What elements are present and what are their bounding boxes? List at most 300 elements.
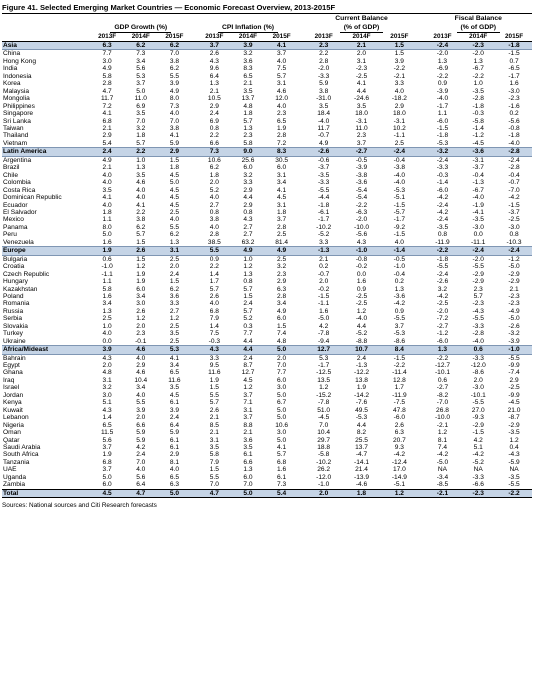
table-row bbox=[2, 255, 532, 263]
country-name: Nigeria bbox=[3, 421, 24, 429]
value-cell: 1.5 bbox=[380, 42, 418, 50]
value-cell: 7.3 bbox=[136, 50, 146, 58]
value-cell: 1.3 bbox=[243, 124, 253, 132]
value-cell: NA bbox=[509, 466, 519, 474]
value-cell: 2.5 bbox=[169, 255, 179, 263]
value-cell: -2.4 bbox=[508, 156, 520, 164]
value-cell: -4.7 bbox=[355, 451, 368, 459]
value-cell: 4.3 bbox=[209, 57, 219, 65]
value-cell: 1.8 bbox=[169, 164, 179, 172]
value-cell: 5.5 bbox=[169, 223, 179, 231]
value-cell: 4.5 bbox=[169, 171, 179, 179]
value-cell: 0.8 bbox=[243, 278, 253, 286]
value-cell: 1.0 bbox=[243, 255, 253, 263]
table-row bbox=[2, 384, 532, 391]
value-cell: 2.0 bbox=[319, 278, 329, 286]
table-row bbox=[2, 338, 532, 346]
value-cell: 7.9 bbox=[209, 458, 219, 466]
value-cell: 0.6 bbox=[102, 255, 112, 263]
value-cell: 10.4 bbox=[317, 429, 331, 437]
table-row bbox=[2, 308, 532, 315]
value-cell: 1.2 bbox=[380, 489, 418, 497]
country-name: Zambia bbox=[3, 481, 25, 489]
value-cell: -1.4 bbox=[472, 124, 484, 132]
value-cell: 6.0 bbox=[136, 285, 146, 293]
value-cell: -2.7 bbox=[436, 322, 449, 330]
value-cell: 7.0 bbox=[277, 362, 287, 370]
value-cell: 6.9 bbox=[136, 102, 146, 110]
value-cell: 1.5 bbox=[169, 278, 179, 286]
value-cell: 2.8 bbox=[277, 132, 287, 140]
value-cell: -1.5 bbox=[393, 201, 406, 209]
value-cell: 13.5 bbox=[317, 376, 331, 384]
value-cell: -7.4 bbox=[508, 369, 520, 377]
value-cell: 5.5 bbox=[209, 473, 219, 481]
value-cell: 4.4 bbox=[356, 87, 367, 95]
header-row-sub bbox=[2, 14, 532, 24]
value-cell: 5.7 bbox=[243, 117, 253, 125]
value-cell: 4.0 bbox=[102, 330, 112, 338]
value-cell: -1.5 bbox=[393, 354, 406, 362]
value-cell: 1.8 bbox=[243, 110, 253, 118]
value-cell: 4.8 bbox=[243, 102, 253, 110]
country-name: Colombia bbox=[3, 179, 31, 187]
value-cell: -0.5 bbox=[355, 156, 368, 164]
value-cell: -9.9 bbox=[508, 391, 520, 399]
value-cell: -2.9 bbox=[472, 421, 484, 429]
country-name: Hungary bbox=[3, 278, 28, 286]
value-cell: -5.2 bbox=[355, 330, 368, 338]
value-cell: 4.8 bbox=[102, 369, 112, 377]
value-cell: -9.4 bbox=[317, 337, 330, 345]
value-cell: 1.5 bbox=[277, 322, 287, 330]
country-name: Asia bbox=[2, 42, 90, 50]
table-row bbox=[2, 293, 532, 300]
country-name: Serbia bbox=[3, 315, 23, 323]
value-cell: -0.3 bbox=[208, 337, 221, 345]
value-cell: -2.2 bbox=[472, 72, 484, 80]
value-cell: 10.6 bbox=[207, 156, 221, 164]
value-cell: -5.0 bbox=[436, 458, 449, 466]
value-cell: 4.3 bbox=[243, 216, 253, 224]
value-cell: -0.1 bbox=[135, 337, 147, 345]
country-name: Lebanon bbox=[3, 414, 29, 422]
value-cell: 5.9 bbox=[136, 436, 146, 444]
value-cell: 0.9 bbox=[394, 307, 404, 315]
value-cell: -5.8 bbox=[472, 117, 484, 125]
value-cell: 6.4 bbox=[136, 481, 146, 489]
value-cell: 1.9 bbox=[277, 124, 287, 132]
value-cell: -0.3 bbox=[436, 171, 449, 179]
value-cell: -2.0 bbox=[317, 65, 330, 73]
value-cell: 1.5 bbox=[136, 238, 146, 246]
value-cell: 3.7 bbox=[243, 414, 253, 422]
value-cell: -2.3 bbox=[508, 292, 520, 300]
value-cell: 6.4 bbox=[169, 421, 179, 429]
table-row bbox=[2, 140, 532, 148]
country-name: China bbox=[3, 50, 21, 58]
value-cell: 4.6 bbox=[277, 87, 287, 95]
value-cell: 1.7 bbox=[394, 384, 404, 392]
table-row bbox=[2, 80, 532, 87]
country-name: Mongolia bbox=[3, 95, 30, 103]
value-cell: 2.1 bbox=[102, 164, 112, 172]
value-cell: -24.6 bbox=[354, 95, 370, 103]
country-name: Israel bbox=[3, 384, 20, 392]
table-row bbox=[2, 65, 532, 72]
value-cell: -3.8 bbox=[355, 171, 368, 179]
value-cell: 3.8 bbox=[136, 216, 146, 224]
table-row bbox=[2, 187, 532, 194]
table-row bbox=[2, 399, 532, 406]
country-name: Bahrain bbox=[3, 354, 26, 362]
value-cell: 2.3 bbox=[243, 132, 253, 140]
value-cell: -5.0 bbox=[508, 263, 520, 271]
value-cell: -11.9 bbox=[435, 238, 450, 246]
value-cell: 3.2 bbox=[277, 263, 287, 271]
value-cell: 2.9 bbox=[102, 132, 112, 140]
value-cell: 5.8 bbox=[102, 72, 112, 80]
value-cell: 8.1 bbox=[437, 436, 448, 444]
value-cell: 3.3 bbox=[394, 80, 404, 88]
value-cell: -2.0 bbox=[472, 50, 484, 58]
value-cell: -3.6 bbox=[355, 179, 368, 187]
value-cell: 5.7 bbox=[243, 307, 253, 315]
value-cell: 3.8 bbox=[169, 124, 179, 132]
value-cell: 4.0 bbox=[136, 354, 146, 362]
value-cell: -5.5 bbox=[393, 315, 406, 323]
value-cell: 6.8 bbox=[102, 458, 112, 466]
value-cell: 2.1 bbox=[243, 80, 253, 88]
value-cell: -3.0 bbox=[508, 223, 520, 231]
value-cell: 1.2 bbox=[509, 436, 519, 444]
value-cell: 0.8 bbox=[509, 231, 519, 239]
value-cell: 3.1 bbox=[209, 436, 219, 444]
value-cell: 7.0 bbox=[169, 117, 179, 125]
value-cell: 1.2 bbox=[136, 315, 146, 323]
value-cell: 3.8 bbox=[319, 87, 329, 95]
table-row bbox=[2, 239, 532, 247]
value-cell: 3.5 bbox=[169, 384, 179, 392]
country-name: Russia bbox=[3, 307, 24, 315]
table-row bbox=[2, 369, 532, 376]
table-row bbox=[2, 422, 532, 429]
table-row bbox=[2, 278, 532, 285]
value-cell: -5.4 bbox=[355, 194, 368, 202]
value-cell: -4.0 bbox=[472, 337, 484, 345]
value-cell: -1.5 bbox=[508, 50, 520, 58]
value-cell: 4.5 bbox=[243, 376, 253, 384]
table-row bbox=[2, 209, 532, 216]
value-cell: 1.9 bbox=[136, 278, 146, 286]
value-cell: 1.9 bbox=[136, 270, 146, 278]
year-header: 2015F bbox=[158, 33, 192, 42]
value-cell: 6.0 bbox=[277, 376, 287, 384]
value-cell: 3.0 bbox=[277, 384, 287, 392]
year-header: 2013F bbox=[90, 33, 124, 42]
country-name: UAE bbox=[3, 466, 17, 474]
value-cell: 2.8 bbox=[102, 80, 112, 88]
value-cell: -9.9 bbox=[508, 362, 520, 370]
value-cell: -1.5 bbox=[393, 231, 406, 239]
value-cell: 6.8 bbox=[102, 117, 112, 125]
country-name: Taiwan bbox=[3, 124, 24, 132]
value-cell: -2.6 bbox=[436, 278, 449, 286]
value-cell: -2.4 bbox=[460, 247, 496, 255]
value-cell: -4.5 bbox=[472, 139, 484, 147]
value-cell: -0.7 bbox=[508, 179, 520, 187]
value-cell: 2.5 bbox=[169, 337, 179, 345]
value-cell: 7.3 bbox=[198, 148, 232, 156]
value-cell: -5.3 bbox=[393, 330, 406, 338]
year-header: 2015F bbox=[265, 33, 299, 42]
value-cell: 63.2 bbox=[241, 238, 255, 246]
value-cell: -4.2 bbox=[393, 451, 406, 459]
value-cell: -1.1 bbox=[393, 132, 406, 140]
table-row bbox=[2, 58, 532, 65]
value-cell: 8.5 bbox=[209, 421, 219, 429]
value-cell: 2.8 bbox=[277, 292, 287, 300]
value-cell: 7.7 bbox=[277, 369, 287, 377]
value-cell: -2.2 bbox=[436, 354, 449, 362]
country-name: Poland bbox=[3, 292, 24, 300]
value-cell: -10.0 bbox=[354, 223, 370, 231]
value-cell: 4.1 bbox=[277, 444, 287, 452]
value-cell: 12.7 bbox=[241, 369, 255, 377]
country-name: Africa/Mideast bbox=[2, 346, 90, 354]
value-cell: -4.6 bbox=[355, 481, 368, 489]
value-cell: -14.1 bbox=[354, 458, 370, 466]
value-cell: 4.9 bbox=[102, 156, 112, 164]
country-name: Croatia bbox=[3, 263, 25, 271]
value-cell: -10.2 bbox=[316, 223, 332, 231]
value-cell: -2.0 bbox=[436, 307, 449, 315]
value-cell: -1.8 bbox=[496, 42, 532, 50]
value-cell: -13.9 bbox=[354, 473, 370, 481]
region-row bbox=[2, 148, 532, 156]
value-cell: -3.8 bbox=[393, 164, 406, 172]
value-cell: 4.2 bbox=[136, 444, 146, 452]
table-row bbox=[2, 481, 532, 489]
value-cell: 5.8 bbox=[102, 285, 112, 293]
country-name: Malaysia bbox=[3, 87, 30, 95]
value-cell: 1.7 bbox=[209, 278, 219, 286]
value-cell: 1.4 bbox=[209, 270, 219, 278]
value-cell: -2.8 bbox=[508, 164, 520, 172]
value-cell: -2.2 bbox=[425, 247, 461, 255]
value-cell: -1.8 bbox=[317, 201, 330, 209]
value-cell: -2.9 bbox=[508, 421, 520, 429]
value-cell: 5.4 bbox=[102, 139, 112, 147]
value-cell: 2.6 bbox=[209, 50, 219, 58]
value-cell: 0.8 bbox=[437, 231, 448, 239]
value-cell: 2.4 bbox=[356, 354, 367, 362]
value-cell: 1.5 bbox=[209, 384, 219, 392]
value-cell: 4.2 bbox=[319, 322, 329, 330]
value-cell: -8.6 bbox=[472, 369, 484, 377]
value-cell: 2.4 bbox=[209, 110, 219, 118]
value-cell: 3.4 bbox=[277, 300, 287, 308]
value-cell: 3.7 bbox=[243, 391, 253, 399]
country-name: Kazakhstan bbox=[3, 285, 38, 293]
value-cell: -5.3 bbox=[355, 414, 368, 422]
value-cell: -2.5 bbox=[508, 384, 520, 392]
value-cell: 25.5 bbox=[355, 436, 368, 444]
value-cell: 6.9 bbox=[209, 117, 219, 125]
value-cell: 4.0 bbox=[169, 466, 179, 474]
value-cell: -4.4 bbox=[317, 194, 330, 202]
figure-title: Figure 41. Selected Emerging Market Countries — Economic Forecast Overview, 2013-2015F bbox=[2, 3, 336, 12]
value-cell: 5.0 bbox=[277, 391, 287, 399]
value-cell: 2.2 bbox=[209, 263, 219, 271]
value-cell: 1.9 bbox=[356, 384, 367, 392]
value-cell: 5.9 bbox=[136, 429, 146, 437]
value-cell: -3.5 bbox=[317, 171, 330, 179]
value-cell: 7.4 bbox=[277, 330, 287, 338]
value-cell: 4.1 bbox=[265, 42, 299, 50]
gdp-growth-header: GDP Growth (%) bbox=[110, 23, 171, 33]
value-cell: -3.0 bbox=[472, 223, 484, 231]
value-cell: 4.3 bbox=[102, 406, 112, 414]
value-cell: 8.8 bbox=[243, 421, 253, 429]
value-cell: -3.2 bbox=[508, 330, 520, 338]
value-cell: 0.3 bbox=[243, 322, 253, 330]
value-cell: 0.2 bbox=[394, 278, 404, 286]
value-cell: 1.8 bbox=[209, 171, 219, 179]
table-row bbox=[2, 300, 532, 307]
fiscal-balance-header: Fiscal Balance bbox=[454, 15, 502, 22]
table-row bbox=[2, 466, 532, 473]
value-cell: -2.7 bbox=[343, 148, 381, 156]
value-cell: 2.7 bbox=[243, 223, 253, 231]
value-cell: 2.1 bbox=[209, 429, 219, 437]
value-cell: 5.2 bbox=[243, 315, 253, 323]
table-row bbox=[2, 263, 532, 270]
value-cell: 1.9 bbox=[90, 247, 124, 255]
value-cell: 1.6 bbox=[102, 238, 112, 246]
value-cell: 5.5 bbox=[198, 247, 232, 255]
value-cell: 6.5 bbox=[102, 421, 112, 429]
value-cell: -10.2 bbox=[316, 458, 332, 466]
value-cell: 4.9 bbox=[102, 65, 112, 73]
value-cell: 1.3 bbox=[437, 57, 448, 65]
value-cell: 1.9 bbox=[209, 376, 219, 384]
value-cell: 7.0 bbox=[136, 117, 146, 125]
value-cell: 1.5 bbox=[243, 292, 253, 300]
value-cell: 4.0 bbox=[277, 57, 287, 65]
value-cell: 30.5 bbox=[275, 156, 289, 164]
value-cell: 1.2 bbox=[136, 263, 146, 271]
value-cell: 1.5 bbox=[136, 255, 146, 263]
value-cell: 2.3 bbox=[356, 132, 367, 140]
value-cell: 2.3 bbox=[473, 285, 483, 293]
table-row bbox=[2, 437, 532, 444]
value-cell: 3.1 bbox=[158, 247, 192, 255]
value-cell: 3.9 bbox=[231, 42, 265, 50]
value-cell: -12.5 bbox=[316, 369, 332, 377]
value-cell: 8.1 bbox=[169, 458, 179, 466]
value-cell: -1.5 bbox=[317, 292, 330, 300]
value-cell: 6.8 bbox=[277, 458, 287, 466]
value-cell: -0.7 bbox=[317, 270, 330, 278]
value-cell: 4.1 bbox=[102, 110, 112, 118]
value-cell: 5.3 bbox=[158, 346, 192, 354]
value-cell: -2.5 bbox=[436, 300, 449, 308]
value-cell: 5.0 bbox=[277, 436, 287, 444]
year-header: 2015F bbox=[496, 33, 532, 42]
country-name: Total bbox=[2, 489, 90, 497]
value-cell: 6.5 bbox=[277, 117, 287, 125]
value-cell: 9.5 bbox=[209, 362, 219, 370]
table-row bbox=[2, 315, 532, 322]
value-cell: 12.0 bbox=[275, 95, 289, 103]
value-cell: 3.3 bbox=[209, 354, 219, 362]
value-cell: -12.4 bbox=[391, 458, 407, 466]
country-name: Saudi Arabia bbox=[3, 444, 41, 452]
value-cell: 4.4 bbox=[243, 194, 253, 202]
value-cell: -2.4 bbox=[436, 270, 449, 278]
value-cell: 4.4 bbox=[231, 346, 265, 354]
value-cell: 3.7 bbox=[198, 42, 232, 50]
value-cell: 21.0 bbox=[507, 406, 521, 414]
value-cell: 21.4 bbox=[355, 466, 368, 474]
value-cell: 3.0 bbox=[102, 57, 112, 65]
value-cell: 2.9 bbox=[394, 102, 404, 110]
value-cell: 9.3 bbox=[394, 444, 404, 452]
value-cell: -2.2 bbox=[355, 201, 368, 209]
table-row bbox=[2, 202, 532, 209]
value-cell: 3.0 bbox=[136, 300, 146, 308]
country-name: Ukraine bbox=[3, 337, 26, 345]
value-cell: 12.8 bbox=[392, 376, 406, 384]
value-cell: 5.7 bbox=[136, 231, 146, 239]
value-cell: -1.7 bbox=[508, 72, 520, 80]
value-cell: 12.7 bbox=[305, 346, 343, 354]
value-cell: -1.3 bbox=[305, 247, 343, 255]
value-cell: 5.5 bbox=[169, 72, 179, 80]
country-name: Turkey bbox=[3, 330, 23, 338]
value-cell: 6.0 bbox=[243, 473, 253, 481]
value-cell: -1.7 bbox=[317, 216, 330, 224]
value-cell: 17.0 bbox=[392, 466, 406, 474]
value-cell: 2.2 bbox=[209, 132, 219, 140]
value-cell: 6.2 bbox=[124, 42, 158, 50]
value-cell: -14.9 bbox=[391, 473, 407, 481]
value-cell: 2.9 bbox=[277, 278, 287, 286]
table-row bbox=[2, 95, 532, 102]
value-cell: 7.5 bbox=[277, 65, 287, 73]
value-cell: 1.6 bbox=[277, 466, 287, 474]
value-cell: 1.1 bbox=[102, 278, 112, 286]
value-cell: 7.2 bbox=[102, 102, 112, 110]
value-cell: 4.3 bbox=[102, 354, 112, 362]
value-cell: -3.6 bbox=[393, 292, 406, 300]
value-cell: 5.9 bbox=[319, 80, 329, 88]
value-cell: 0.4 bbox=[509, 444, 519, 452]
value-cell: -2.9 bbox=[508, 278, 520, 286]
value-cell: -6.0 bbox=[393, 414, 406, 422]
table-row bbox=[2, 73, 532, 80]
value-cell: -3.1 bbox=[393, 117, 406, 125]
value-cell: 4.5 bbox=[169, 186, 179, 194]
table-row bbox=[2, 330, 532, 337]
value-cell: -1.8 bbox=[436, 132, 449, 140]
value-cell: 2.6 bbox=[209, 406, 219, 414]
value-cell: 1.1 bbox=[102, 216, 112, 224]
value-cell: 18.8 bbox=[317, 444, 331, 452]
value-cell: -7.8 bbox=[317, 399, 330, 407]
value-cell: 4.6 bbox=[136, 179, 146, 187]
